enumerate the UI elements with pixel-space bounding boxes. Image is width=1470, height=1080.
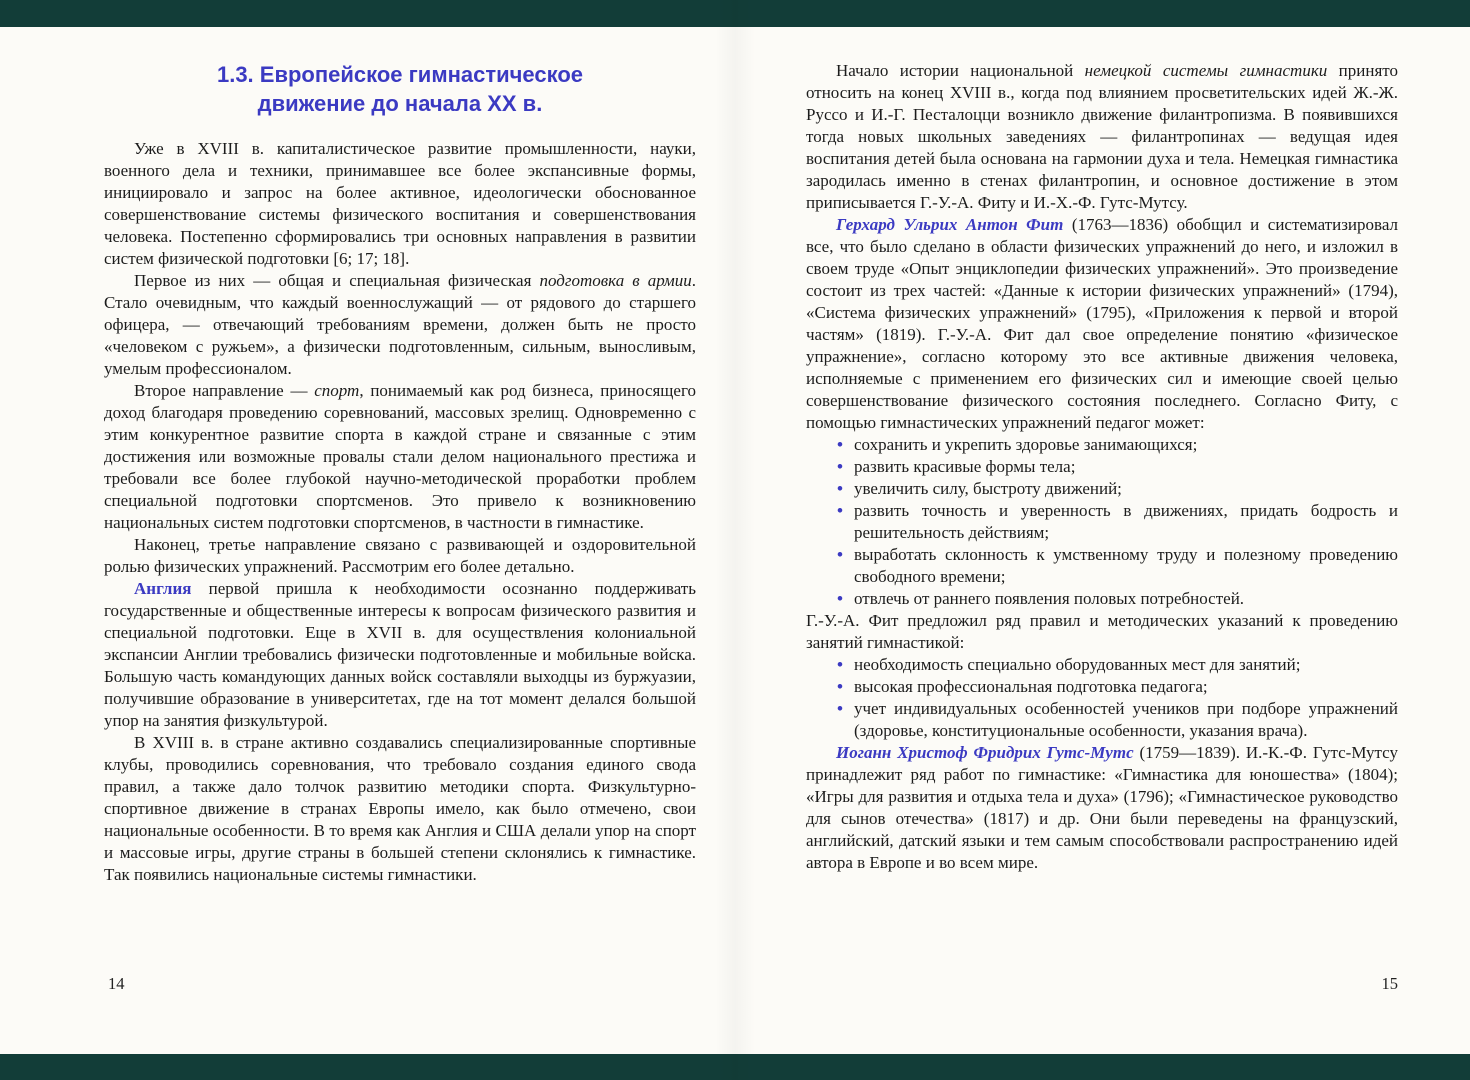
page-number-right: 15 [1381,974,1398,993]
paragraph [104,732,696,886]
body-text: . Стало очевидным, что каждый военнослужащий — от рядового до старшего офицера, — отвечающий требованиям времени, должен быть не просто «человеком с ружьем», а физически подготовленным, сильным, выносливым, умелым профессионалом. [104,271,696,378]
bullet-item: • высокая профессиональная подготовка педагога; [854,676,1398,698]
paragraph [104,578,696,732]
bullet-item: • развить точность и уверенность в движениях, придать бодрость и решительность действиям; [854,500,1398,544]
bullet-item: • увеличить силу, быстроту движений; [854,478,1398,500]
body-text: Уже в XVIII в. капиталистическое развитие промышленности, науки, военного дела и техники, принимавшее все более экспансивные формы, инициировало и запрос на более активное, идеологически обоснованное совершенствование системы физического воспитания и совершенствования человека. Постепенно сформировались три основных направления в развитии систем физической подготовки [6; 17; 18]. [104,139,696,268]
body-text: Второе направление — [134,381,315,400]
scanner-edge-top [0,0,1470,27]
emphasis-text: Иоганн Христоф Фридрих Гутс-Мутс [836,743,1134,762]
paragraph [806,610,1398,654]
paragraph [806,742,1398,874]
emphasis-text: Англия [134,579,192,598]
bullet-item: • учет индивидуальных особенностей учеников при подборе упражнений (здоровье, конституциональные особенности, указания врача). [854,698,1398,742]
bullet-item: • сохранить и укрепить здоровье занимающихся; [854,434,1398,456]
paragraph [104,534,696,578]
paragraph [806,214,1398,434]
section-heading-line-2: движение до начала XX в. [257,91,543,116]
section-heading [104,60,696,118]
book-spine-shadow [715,0,755,1080]
body-text: Г.-У.-А. Фит предложил ряд правил и методических указаний к проведению занятий гимнастикой: [806,611,1398,652]
bullet-item: • выработать склонность к умственному труду и полезному проведению свободного времени; [854,544,1398,588]
body-text: Первое из них — общая и специальная физическая [134,271,540,290]
bullet-item: • отвлечь от раннего появления половых потребностей. [854,588,1398,610]
body-text: (1763—1836) обобщил и систематизировал все, что было сделано в области физических упражнений до него, и изложил в своем труде «Опыт энциклопедии физических упражнений». Это произведение состоит из трех частей: «Данные к истории физических упражнений» (1794), «Система физических упражнений» (1795), «Приложения к первой и второй частям» (1819). Г.-У.-А. Фит дал свое определение понятию «физическое упражнение», согласно которому это все активные движения человека, исполняемые с применением его физических сил и имеющие своей целью совершенствование физического состояния последнего. Согласно Фиту, с помощью гимнастических упражнений педагог может: [806,215,1398,432]
body-text: принято относить на конец XVIII в., когда под влиянием просветительских идей Ж.-Ж. Руссо и И.-Г. Песталоцци возникло движение филантропизма. В появившихся тогда новых школьных заведениях — филантропинах — ведущая идея воспитания детей была основана на гармонии духа и тела. Немецкая гимнастика зародилась именно в стенах филантропин, и основное достижение в этом приписывается Г.-У.-А. Фиту и И.-Х.-Ф. Гутс-Мутсу. [806,61,1398,212]
body-text: В XVIII в. в стране активно создавались специализированные спортивные клубы, проводились соревнования, что требовало создания единого свода правил, а также дало толчок развитию методики спорта. Физкультурно-спортивное движение в странах Европы имело, как было отмечено, свои национальные особенности. В то время как Англия и США делали упор на спорт и массовые игры, другие страны в большей степени склонялись к гимнастике. Так появились национальные системы гимнастики. [104,733,696,884]
scanner-edge-bottom [0,1054,1470,1080]
section-heading-line-1: 1.3. Европейское гимнастическое [216,62,584,87]
body-text: (1759—1839). И.-К.-Ф. Гутс-Мутсу принадлежит ряд работ по гимнастике: «Гимнастика для юношества» (1804); «Игры для развития и отдыха тела и духа» (1796); «Гимнастическое руководство для сынов отечества» (1817) и др. Они были переведены на французский, английский, датский языки и тем самым способствовали распространению идей автора в Европе и во всем мире. [806,743,1398,872]
page-left-body-text [104,138,696,886]
paragraph [104,138,696,270]
page-left [104,60,696,886]
bullet-item: • необходимость специально оборудованных мест для занятий; [854,654,1398,676]
paragraph [806,60,1398,214]
body-text: Наконец, третье направление связано с развивающей и оздоровительной ролью физических упражнений. Рассмотрим его более детально. [104,535,696,576]
paragraph [104,270,696,380]
bullet-item: • развить красивые формы тела; [854,456,1398,478]
bullet-list [806,434,1398,610]
emphasis-text: подготовка в армии [539,271,692,290]
emphasis-text: немецкой системы гимнастики [1084,61,1328,80]
body-text: первой пришла к необходимости осознанно поддерживать государственные и общественные интересы к вопросам физического развития и специальной подготовки. Еще в XVII в. для осуществления колониальной экспансии Англии требовались физически подготовленные и мобильные войска. Большую часть командующих данных войск составляли выходцы из буржуазии, получившие образование в университетах, где на тот момент делался большой упор на занятия физкультурой. [104,579,696,730]
page-right [806,60,1398,874]
emphasis-text: Герхард Ульрих Антон Фит [836,215,1064,234]
body-text: , понимаемый как род бизнеса, приносящего доход благодаря проведению соревнований, массовых зрелищ. Одновременно с этим конкурентное развитие спорта в каждой стране и связанные с этим достижения или возможные провалы стали делом национального престижа и требовали все более глубокой научно-методической проработки проблем специальной подготовки спортсменов. Это привело к возникновению национальных систем подготовки спортсменов, в частности в гимнастике. [104,381,696,532]
page-number-left: 14 [108,974,125,993]
paragraph [104,380,696,534]
emphasis-text: спорт [314,381,360,400]
body-text: Начало истории национальной [836,61,1085,80]
page-right-body-text [806,60,1398,874]
bullet-list [806,654,1398,742]
